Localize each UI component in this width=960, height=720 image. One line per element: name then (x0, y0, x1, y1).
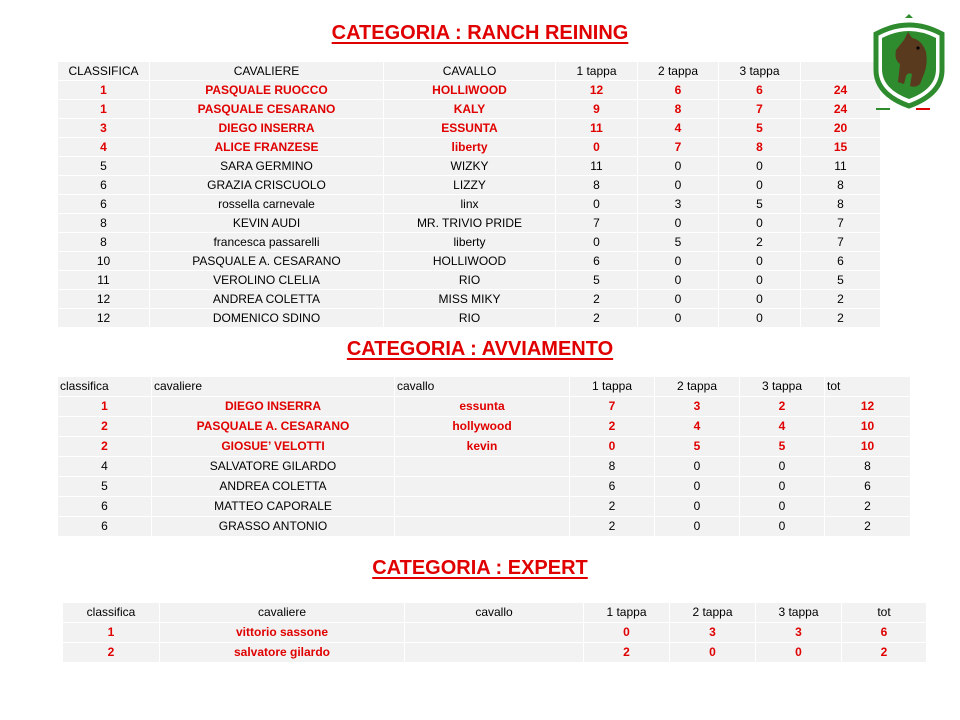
table-cell: 8 (801, 195, 881, 214)
table-cell: 5 (638, 233, 719, 252)
table-header-row (58, 377, 911, 397)
column-header: cavallo (405, 603, 584, 623)
table-cell: 8 (825, 457, 911, 477)
table-cell (395, 457, 570, 477)
table-cell: 5 (58, 157, 150, 176)
table-cell (405, 623, 584, 643)
table-cell: 7 (638, 138, 719, 157)
column-header: tot (825, 377, 911, 397)
table-cell: 2 (570, 517, 655, 537)
table-cell: 4 (740, 417, 825, 437)
table-cell: 4 (638, 119, 719, 138)
table-cell (405, 643, 584, 663)
table-row (58, 397, 911, 417)
table-cell: 2 (801, 290, 881, 309)
table-cell: 6 (58, 195, 150, 214)
table-cell: 0 (740, 457, 825, 477)
table-row (58, 309, 881, 328)
table-cell (395, 477, 570, 497)
table-cell: 6 (570, 477, 655, 497)
table-cell: PASQUALE RUOCCO (150, 81, 384, 100)
table-cell: MR. TRIVIO PRIDE (384, 214, 556, 233)
table-cell: 20 (801, 119, 881, 138)
table-cell: 5 (801, 271, 881, 290)
table-cell: SALVATORE GILARDO (152, 457, 395, 477)
table-cell: 8 (556, 176, 638, 195)
column-header (801, 62, 881, 81)
column-header: tot (842, 603, 927, 623)
table-cell: HOLLIWOOD (384, 81, 556, 100)
table-cell: ALICE FRANZESE (150, 138, 384, 157)
table-cell: 24 (801, 81, 881, 100)
table-cell: 2 (556, 309, 638, 328)
table-cell: 8 (638, 100, 719, 119)
table-row (58, 100, 881, 119)
table-cell: 2 (825, 517, 911, 537)
table-cell: 6 (556, 252, 638, 271)
table-cell: rossella carnevale (150, 195, 384, 214)
table-row (58, 233, 881, 252)
table-cell: 3 (655, 397, 740, 417)
table-cell: KEVIN AUDI (150, 214, 384, 233)
table-cell: 11 (556, 119, 638, 138)
table-cell: 5 (58, 477, 152, 497)
table-cell: 7 (801, 233, 881, 252)
column-header: CAVALIERE (150, 62, 384, 81)
table-cell: 2 (719, 233, 801, 252)
table-cell: 11 (58, 271, 150, 290)
table-row (58, 497, 911, 517)
table-cell: 3 (58, 119, 150, 138)
section-title-avviamento: CATEGORIA : AVVIAMENTO (346, 338, 614, 360)
table-cell: 5 (655, 437, 740, 457)
table-cell: ANDREA COLETTA (150, 290, 384, 309)
table-cell: francesca passarelli (150, 233, 384, 252)
table-cell: 4 (58, 138, 150, 157)
table-cell: 6 (638, 81, 719, 100)
table-cell: 0 (638, 309, 719, 328)
table-cell: 6 (58, 497, 152, 517)
table-cell: 0 (556, 138, 638, 157)
table-cell: 0 (556, 233, 638, 252)
table-cell: 0 (638, 290, 719, 309)
table-cell: linx (384, 195, 556, 214)
table-cell: 15 (801, 138, 881, 157)
table-cell (395, 517, 570, 537)
table-cell: GRASSO ANTONIO (152, 517, 395, 537)
table-cell: 0 (719, 290, 801, 309)
table-cell: PASQUALE A. CESARANO (150, 252, 384, 271)
table-cell: 5 (556, 271, 638, 290)
table-cell: 9 (556, 100, 638, 119)
column-header: 3 tappa (740, 377, 825, 397)
table-cell: 12 (58, 290, 150, 309)
table-cell: 8 (58, 214, 150, 233)
column-header: 3 tappa (719, 62, 801, 81)
table-cell: 3 (756, 623, 842, 643)
table-cell: VEROLINO CLELIA (150, 271, 384, 290)
table-cell: 12 (58, 309, 150, 328)
table-cell: 8 (719, 138, 801, 157)
table-cell: 0 (655, 477, 740, 497)
table-cell: 2 (801, 309, 881, 328)
table-cell: 8 (58, 233, 150, 252)
column-header: CAVALLO (384, 62, 556, 81)
table-cell: 10 (825, 417, 911, 437)
column-header: 2 tappa (670, 603, 756, 623)
table-cell: DIEGO INSERRA (150, 119, 384, 138)
table-cell: 1 (58, 81, 150, 100)
table-cell: 7 (570, 397, 655, 417)
table-cell: 2 (740, 397, 825, 417)
table-row (58, 195, 881, 214)
table-cell: 6 (801, 252, 881, 271)
table-cell: 0 (655, 517, 740, 537)
table-row (58, 138, 881, 157)
table-cell: 7 (801, 214, 881, 233)
table-cell: kevin (395, 437, 570, 457)
table-cell: 0 (655, 497, 740, 517)
table-cell: essunta (395, 397, 570, 417)
table-row (63, 643, 927, 663)
table-cell: 7 (556, 214, 638, 233)
table-row (58, 271, 881, 290)
ranch-reining-table (57, 61, 881, 328)
table-row (58, 119, 881, 138)
column-header: 2 tappa (638, 62, 719, 81)
column-header: CLASSIFICA (58, 62, 150, 81)
table-cell: 0 (670, 643, 756, 663)
column-header: 1 tappa (570, 377, 655, 397)
table-cell: liberty (384, 233, 556, 252)
expert-table (62, 602, 927, 663)
table-cell: GRAZIA CRISCUOLO (150, 176, 384, 195)
table-cell: 2 (842, 643, 927, 663)
table-cell: KALY (384, 100, 556, 119)
table-cell: 5 (740, 437, 825, 457)
table-cell: 5 (719, 195, 801, 214)
table-row (58, 252, 881, 271)
table-cell: 12 (556, 81, 638, 100)
table-cell: 6 (58, 176, 150, 195)
section-title-expert: CATEGORIA : EXPERT (372, 557, 588, 579)
table-cell: 2 (58, 437, 152, 457)
table-cell: 3 (638, 195, 719, 214)
table-cell: ESSUNTA (384, 119, 556, 138)
table-row (58, 417, 911, 437)
column-header: cavallo (395, 377, 570, 397)
table-cell: 0 (719, 309, 801, 328)
table-row (58, 176, 881, 195)
table-cell: 11 (556, 157, 638, 176)
table-cell: 3 (670, 623, 756, 643)
table-cell: 24 (801, 100, 881, 119)
table-cell: 6 (825, 477, 911, 497)
table-cell: 0 (638, 252, 719, 271)
table-cell: 6 (842, 623, 927, 643)
column-header: 1 tappa (584, 603, 670, 623)
table-cell: 12 (825, 397, 911, 417)
table-cell: 0 (556, 195, 638, 214)
table-row (58, 517, 911, 537)
table-row (58, 214, 881, 233)
table-cell: 0 (719, 252, 801, 271)
column-header: cavaliere (152, 377, 395, 397)
table-cell: MATTEO CAPORALE (152, 497, 395, 517)
avviamento-table (57, 376, 911, 537)
table-cell: 6 (58, 517, 152, 537)
horse-head-shield-icon (870, 12, 948, 112)
table-cell: 0 (638, 271, 719, 290)
table-cell: 0 (638, 157, 719, 176)
column-header: 1 tappa (556, 62, 638, 81)
table-cell: 0 (638, 176, 719, 195)
table-row (58, 81, 881, 100)
table-cell: salvatore gilardo (160, 643, 405, 663)
table-cell: 2 (825, 497, 911, 517)
column-header: cavaliere (160, 603, 405, 623)
column-header: 2 tappa (655, 377, 740, 397)
table-cell: 0 (655, 457, 740, 477)
table-cell: 2 (556, 290, 638, 309)
table-cell: 0 (740, 497, 825, 517)
table-cell: 2 (584, 643, 670, 663)
table-cell: DOMENICO SDINO (150, 309, 384, 328)
table-cell: MISS MIKY (384, 290, 556, 309)
table-row (58, 477, 911, 497)
table-cell: RIO (384, 271, 556, 290)
table-header-row (63, 603, 927, 623)
table-cell: LIZZY (384, 176, 556, 195)
table-cell: 2 (570, 497, 655, 517)
table-cell: 1 (63, 623, 160, 643)
table-cell: 6 (719, 81, 801, 100)
table-cell: 1 (58, 100, 150, 119)
table-cell: 2 (570, 417, 655, 437)
table-cell: 7 (719, 100, 801, 119)
table-cell: 0 (719, 157, 801, 176)
table-row (58, 457, 911, 477)
table-cell: 4 (655, 417, 740, 437)
table-cell: 0 (756, 643, 842, 663)
table-cell: DIEGO INSERRA (152, 397, 395, 417)
table-row (58, 437, 911, 457)
table-cell: 0 (570, 437, 655, 457)
table-cell: PASQUALE CESARANO (150, 100, 384, 119)
table-cell: 0 (638, 214, 719, 233)
table-cell: 2 (63, 643, 160, 663)
table-cell: 0 (584, 623, 670, 643)
column-header: classifica (58, 377, 152, 397)
table-cell: 0 (740, 517, 825, 537)
table-row (58, 290, 881, 309)
table-row (63, 623, 927, 643)
column-header: classifica (63, 603, 160, 623)
table-cell: 4 (58, 457, 152, 477)
table-cell: 0 (719, 271, 801, 290)
table-cell: 5 (719, 119, 801, 138)
table-cell: 1 (58, 397, 152, 417)
table-cell: GIOSUE’ VELOTTI (152, 437, 395, 457)
table-header-row (58, 62, 881, 81)
table-cell: 0 (740, 477, 825, 497)
table-cell: 0 (719, 176, 801, 195)
table-cell: 10 (58, 252, 150, 271)
table-cell: ANDREA COLETTA (152, 477, 395, 497)
table-cell: liberty (384, 138, 556, 157)
table-cell: 11 (801, 157, 881, 176)
table-cell: 10 (825, 437, 911, 457)
table-cell: HOLLIWOOD (384, 252, 556, 271)
table-cell: RIO (384, 309, 556, 328)
table-cell: 8 (570, 457, 655, 477)
section-title-ranch-reining: CATEGORIA : RANCH REINING (331, 22, 629, 44)
table-cell (395, 497, 570, 517)
column-header: 3 tappa (756, 603, 842, 623)
table-cell: PASQUALE A. CESARANO (152, 417, 395, 437)
table-cell: hollywood (395, 417, 570, 437)
table-cell: vittorio sassone (160, 623, 405, 643)
table-cell: SARA GERMINO (150, 157, 384, 176)
table-row (58, 157, 881, 176)
table-cell: 8 (801, 176, 881, 195)
table-cell: WIZKY (384, 157, 556, 176)
table-cell: 0 (719, 214, 801, 233)
table-cell: 2 (58, 417, 152, 437)
